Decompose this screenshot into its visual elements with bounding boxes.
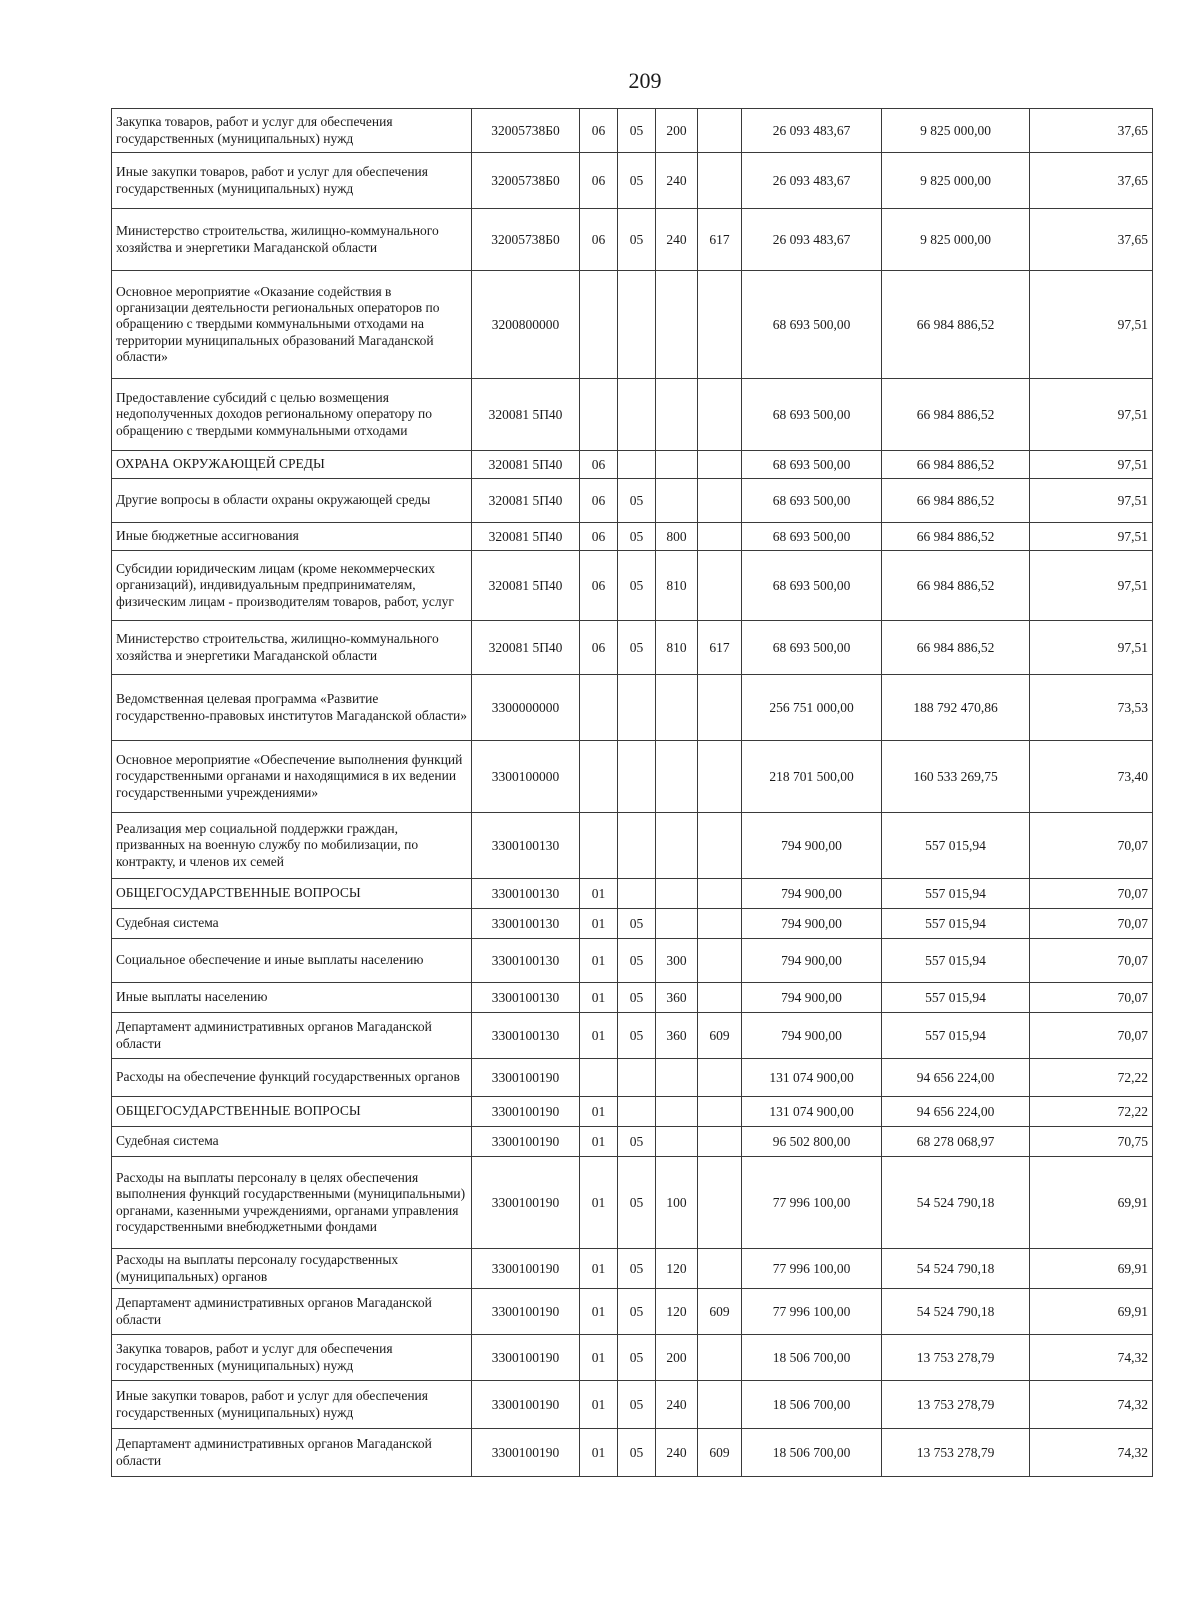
cell-sec: 01	[580, 879, 618, 909]
table-row	[112, 153, 1153, 209]
cell-grbs	[698, 741, 742, 813]
cell-pct: 74,32	[1030, 1381, 1153, 1429]
table-row	[112, 271, 1153, 379]
cell-name: Закупка товаров, работ и услуг для обеспечения государственных (муниципальных) нужд	[112, 1335, 472, 1381]
cell-name: Департамент административных органов Магаданской области	[112, 1429, 472, 1477]
cell-name: Департамент административных органов Магаданской области	[112, 1013, 472, 1059]
cell-pct: 70,75	[1030, 1127, 1153, 1157]
cell-name: Министерство строительства, жилищно-коммунального хозяйства и энергетики Магаданской области	[112, 621, 472, 675]
cell-plan: 18 506 700,00	[742, 1429, 882, 1477]
cell-sec: 01	[580, 983, 618, 1013]
table-row	[112, 1249, 1153, 1289]
cell-fact: 9 825 000,00	[882, 153, 1030, 209]
cell-grbs	[698, 1127, 742, 1157]
table-row	[112, 523, 1153, 551]
cell-sub: 05	[618, 983, 656, 1013]
cell-grbs	[698, 153, 742, 209]
cell-sec: 06	[580, 109, 618, 153]
cell-fact: 54 524 790,18	[882, 1249, 1030, 1289]
cell-name: Основное мероприятие «Оказание содействия в организации деятельности региональных операторов по обращению с твердыми коммунальными отходами на территории муниципальных образований Магаданской области»	[112, 271, 472, 379]
cell-vr: 240	[656, 1381, 698, 1429]
cell-grbs	[698, 1059, 742, 1097]
cell-vr	[656, 879, 698, 909]
cell-plan: 794 900,00	[742, 909, 882, 939]
cell-plan: 68 693 500,00	[742, 621, 882, 675]
cell-plan: 26 093 483,67	[742, 153, 882, 209]
cell-pct: 70,07	[1030, 1013, 1153, 1059]
table-row	[112, 1335, 1153, 1381]
cell-sec: 06	[580, 209, 618, 271]
cell-pct: 70,07	[1030, 939, 1153, 983]
cell-pct: 74,32	[1030, 1429, 1153, 1477]
cell-vr	[656, 813, 698, 879]
cell-name: Расходы на обеспечение функций государственных органов	[112, 1059, 472, 1097]
cell-code: 3200800000	[472, 271, 580, 379]
cell-vr: 200	[656, 1335, 698, 1381]
cell-grbs	[698, 109, 742, 153]
cell-grbs: 617	[698, 209, 742, 271]
cell-name: Иные закупки товаров, работ и услуг для обеспечения государственных (муниципальных) нужд	[112, 153, 472, 209]
cell-sec	[580, 1059, 618, 1097]
cell-name: Расходы на выплаты персоналу государственных (муниципальных) органов	[112, 1249, 472, 1289]
cell-pct: 70,07	[1030, 813, 1153, 879]
cell-fact: 13 753 278,79	[882, 1335, 1030, 1381]
cell-grbs	[698, 1381, 742, 1429]
cell-code: 320081 5П40	[472, 551, 580, 621]
cell-sec: 06	[580, 551, 618, 621]
cell-name: Социальное обеспечение и иные выплаты населению	[112, 939, 472, 983]
cell-sub	[618, 451, 656, 479]
cell-sec: 01	[580, 1157, 618, 1249]
cell-grbs	[698, 479, 742, 523]
cell-sub: 05	[618, 1335, 656, 1381]
cell-fact: 66 984 886,52	[882, 379, 1030, 451]
cell-code: 320081 5П40	[472, 479, 580, 523]
cell-plan: 96 502 800,00	[742, 1127, 882, 1157]
cell-code: 3300100190	[472, 1429, 580, 1477]
table-row	[112, 1097, 1153, 1127]
cell-fact: 557 015,94	[882, 939, 1030, 983]
cell-name: Иные бюджетные ассигнования	[112, 523, 472, 551]
cell-sub	[618, 1097, 656, 1127]
cell-grbs	[698, 271, 742, 379]
cell-name: Расходы на выплаты персоналу в целях обеспечения выполнения функций государственными (муниципальными) органами, казенными учреждениями, органами управления государственными внебюджетными фондами	[112, 1157, 472, 1249]
cell-sec: 01	[580, 1013, 618, 1059]
cell-plan: 26 093 483,67	[742, 209, 882, 271]
cell-grbs	[698, 451, 742, 479]
cell-name: Реализация мер социальной поддержки граждан, призванных на военную службу по мобилизации, по контракту, и членов их семей	[112, 813, 472, 879]
cell-grbs: 609	[698, 1429, 742, 1477]
page-number: 209	[628, 68, 662, 93]
cell-vr: 360	[656, 1013, 698, 1059]
cell-sec	[580, 741, 618, 813]
cell-plan: 68 693 500,00	[742, 379, 882, 451]
cell-code: 3300100130	[472, 813, 580, 879]
table-row	[112, 1127, 1153, 1157]
cell-pct: 37,65	[1030, 109, 1153, 153]
cell-name: Департамент административных органов Магаданской области	[112, 1289, 472, 1335]
cell-sub	[618, 813, 656, 879]
cell-sec: 06	[580, 523, 618, 551]
cell-vr	[656, 479, 698, 523]
cell-vr: 240	[656, 209, 698, 271]
cell-plan: 256 751 000,00	[742, 675, 882, 741]
cell-fact: 66 984 886,52	[882, 551, 1030, 621]
cell-sub: 05	[618, 1289, 656, 1335]
cell-vr: 810	[656, 551, 698, 621]
cell-sub: 05	[618, 109, 656, 153]
cell-code: 3300100130	[472, 909, 580, 939]
cell-fact: 68 278 068,97	[882, 1127, 1030, 1157]
cell-sec: 06	[580, 479, 618, 523]
cell-code: 320081 5П40	[472, 621, 580, 675]
cell-grbs	[698, 551, 742, 621]
cell-sec: 01	[580, 1097, 618, 1127]
cell-vr: 100	[656, 1157, 698, 1249]
cell-sub	[618, 675, 656, 741]
cell-grbs	[698, 1335, 742, 1381]
cell-pct: 73,40	[1030, 741, 1153, 813]
table-row	[112, 379, 1153, 451]
cell-fact: 54 524 790,18	[882, 1157, 1030, 1249]
cell-code: 3300000000	[472, 675, 580, 741]
cell-sec: 01	[580, 1249, 618, 1289]
table-row	[112, 983, 1153, 1013]
cell-vr: 200	[656, 109, 698, 153]
cell-pct: 70,07	[1030, 879, 1153, 909]
table-row	[112, 879, 1153, 909]
table-row	[112, 939, 1153, 983]
cell-sec: 01	[580, 939, 618, 983]
cell-grbs	[698, 675, 742, 741]
cell-sec: 01	[580, 909, 618, 939]
cell-vr	[656, 741, 698, 813]
cell-fact: 557 015,94	[882, 813, 1030, 879]
cell-vr	[656, 909, 698, 939]
cell-pct: 97,51	[1030, 551, 1153, 621]
cell-code: 3300100190	[472, 1127, 580, 1157]
cell-plan: 794 900,00	[742, 983, 882, 1013]
cell-pct: 97,51	[1030, 621, 1153, 675]
cell-vr: 300	[656, 939, 698, 983]
cell-pct: 74,32	[1030, 1335, 1153, 1381]
cell-sub	[618, 1059, 656, 1097]
cell-vr	[656, 675, 698, 741]
table-row	[112, 109, 1153, 153]
cell-plan: 794 900,00	[742, 939, 882, 983]
cell-name: Иные выплаты населению	[112, 983, 472, 1013]
cell-fact: 9 825 000,00	[882, 209, 1030, 271]
cell-fact: 66 984 886,52	[882, 271, 1030, 379]
cell-code: 3300100130	[472, 1013, 580, 1059]
cell-vr	[656, 1059, 698, 1097]
cell-sub: 05	[618, 621, 656, 675]
cell-grbs	[698, 1157, 742, 1249]
cell-name: Предоставление субсидий с целью возмещения недополученных доходов региональному оператору по обращению с твердыми коммунальными отходами	[112, 379, 472, 451]
cell-plan: 26 093 483,67	[742, 109, 882, 153]
cell-code: 3300100130	[472, 879, 580, 909]
cell-grbs: 617	[698, 621, 742, 675]
cell-plan: 68 693 500,00	[742, 271, 882, 379]
cell-grbs: 609	[698, 1289, 742, 1335]
cell-name: ОХРАНА ОКРУЖАЮЩЕЙ СРЕДЫ	[112, 451, 472, 479]
cell-plan: 131 074 900,00	[742, 1059, 882, 1097]
cell-name: Министерство строительства, жилищно-коммунального хозяйства и энергетики Магаданской области	[112, 209, 472, 271]
cell-code: 3300100000	[472, 741, 580, 813]
cell-vr: 240	[656, 153, 698, 209]
cell-sec: 01	[580, 1335, 618, 1381]
cell-name: Основное мероприятие «Обеспечение выполнения функций государственными органами и находящимися в их ведении государственными учреждениями»	[112, 741, 472, 813]
cell-sub: 05	[618, 909, 656, 939]
cell-code: 320081 5П40	[472, 379, 580, 451]
cell-pct: 69,91	[1030, 1249, 1153, 1289]
cell-pct: 69,91	[1030, 1157, 1153, 1249]
cell-vr: 240	[656, 1429, 698, 1477]
cell-name: Субсидии юридическим лицам (кроме некоммерческих организаций), индивидуальным предпринимателям, физическим лицам - производителям товаров, работ, услуг	[112, 551, 472, 621]
cell-code: 32005738Б0	[472, 109, 580, 153]
cell-fact: 557 015,94	[882, 879, 1030, 909]
cell-sub: 05	[618, 209, 656, 271]
cell-pct: 72,22	[1030, 1059, 1153, 1097]
cell-code: 3300100190	[472, 1059, 580, 1097]
cell-grbs	[698, 909, 742, 939]
cell-fact: 94 656 224,00	[882, 1059, 1030, 1097]
cell-code: 3300100190	[472, 1249, 580, 1289]
cell-fact: 66 984 886,52	[882, 523, 1030, 551]
table-row	[112, 479, 1153, 523]
cell-sub: 05	[618, 1013, 656, 1059]
cell-sub: 05	[618, 1157, 656, 1249]
budget-table	[111, 108, 1153, 1477]
cell-vr: 120	[656, 1289, 698, 1335]
table-row	[112, 551, 1153, 621]
table-row	[112, 813, 1153, 879]
table-row	[112, 621, 1153, 675]
cell-vr	[656, 1127, 698, 1157]
table-row	[112, 675, 1153, 741]
cell-name: Ведомственная целевая программа «Развитие государственно-правовых институтов Магаданской области»	[112, 675, 472, 741]
cell-vr	[656, 1097, 698, 1127]
cell-sec	[580, 813, 618, 879]
cell-name: Закупка товаров, работ и услуг для обеспечения государственных (муниципальных) нужд	[112, 109, 472, 153]
cell-sec: 06	[580, 621, 618, 675]
cell-pct: 37,65	[1030, 209, 1153, 271]
cell-sub: 05	[618, 551, 656, 621]
cell-pct: 73,53	[1030, 675, 1153, 741]
cell-sub	[618, 379, 656, 451]
cell-sec	[580, 379, 618, 451]
cell-plan: 794 900,00	[742, 1013, 882, 1059]
cell-vr: 120	[656, 1249, 698, 1289]
cell-pct: 97,51	[1030, 479, 1153, 523]
cell-plan: 131 074 900,00	[742, 1097, 882, 1127]
cell-grbs	[698, 813, 742, 879]
cell-fact: 9 825 000,00	[882, 109, 1030, 153]
cell-fact: 66 984 886,52	[882, 621, 1030, 675]
cell-sec: 01	[580, 1381, 618, 1429]
cell-pct: 97,51	[1030, 523, 1153, 551]
cell-sec	[580, 675, 618, 741]
cell-code: 3300100190	[472, 1097, 580, 1127]
cell-plan: 77 996 100,00	[742, 1157, 882, 1249]
cell-sec: 06	[580, 451, 618, 479]
cell-fact: 160 533 269,75	[882, 741, 1030, 813]
cell-fact: 557 015,94	[882, 1013, 1030, 1059]
cell-vr	[656, 379, 698, 451]
cell-sub: 05	[618, 153, 656, 209]
cell-sub: 05	[618, 479, 656, 523]
cell-name: ОБЩЕГОСУДАРСТВЕННЫЕ ВОПРОСЫ	[112, 879, 472, 909]
cell-sub: 05	[618, 1127, 656, 1157]
cell-plan: 794 900,00	[742, 879, 882, 909]
cell-grbs	[698, 1097, 742, 1127]
cell-code: 320081 5П40	[472, 523, 580, 551]
cell-grbs	[698, 939, 742, 983]
cell-vr	[656, 451, 698, 479]
cell-grbs	[698, 523, 742, 551]
table-row	[112, 909, 1153, 939]
cell-pct: 97,51	[1030, 451, 1153, 479]
cell-grbs	[698, 379, 742, 451]
table-row	[112, 741, 1153, 813]
cell-code: 32005738Б0	[472, 153, 580, 209]
cell-sec: 01	[580, 1429, 618, 1477]
cell-sub	[618, 879, 656, 909]
cell-name: ОБЩЕГОСУДАРСТВЕННЫЕ ВОПРОСЫ	[112, 1097, 472, 1127]
cell-sub: 05	[618, 1381, 656, 1429]
cell-name: Другие вопросы в области охраны окружающей среды	[112, 479, 472, 523]
table-row	[112, 1381, 1153, 1429]
cell-grbs	[698, 879, 742, 909]
cell-plan: 68 693 500,00	[742, 523, 882, 551]
cell-fact: 557 015,94	[882, 909, 1030, 939]
cell-fact: 13 753 278,79	[882, 1381, 1030, 1429]
table-row	[112, 1013, 1153, 1059]
cell-code: 3300100190	[472, 1289, 580, 1335]
table-row	[112, 1059, 1153, 1097]
cell-sub: 05	[618, 523, 656, 551]
cell-pct: 37,65	[1030, 153, 1153, 209]
cell-plan: 68 693 500,00	[742, 479, 882, 523]
cell-fact: 94 656 224,00	[882, 1097, 1030, 1127]
cell-plan: 68 693 500,00	[742, 551, 882, 621]
cell-pct: 72,22	[1030, 1097, 1153, 1127]
cell-fact: 188 792 470,86	[882, 675, 1030, 741]
cell-grbs	[698, 983, 742, 1013]
cell-pct: 97,51	[1030, 271, 1153, 379]
cell-name: Судебная система	[112, 1127, 472, 1157]
cell-sub: 05	[618, 939, 656, 983]
cell-code: 3300100190	[472, 1335, 580, 1381]
cell-plan: 77 996 100,00	[742, 1289, 882, 1335]
cell-plan: 18 506 700,00	[742, 1335, 882, 1381]
cell-fact: 13 753 278,79	[882, 1429, 1030, 1477]
cell-sec: 01	[580, 1289, 618, 1335]
cell-fact: 66 984 886,52	[882, 479, 1030, 523]
cell-pct: 97,51	[1030, 379, 1153, 451]
cell-code: 3300100190	[472, 1157, 580, 1249]
table-row	[112, 209, 1153, 271]
cell-grbs: 609	[698, 1013, 742, 1059]
cell-code: 3300100130	[472, 983, 580, 1013]
cell-vr: 360	[656, 983, 698, 1013]
cell-plan: 68 693 500,00	[742, 451, 882, 479]
cell-vr: 800	[656, 523, 698, 551]
cell-vr: 810	[656, 621, 698, 675]
cell-fact: 557 015,94	[882, 983, 1030, 1013]
cell-plan: 77 996 100,00	[742, 1249, 882, 1289]
cell-vr	[656, 271, 698, 379]
cell-pct: 70,07	[1030, 983, 1153, 1013]
cell-sub	[618, 741, 656, 813]
cell-code: 3300100130	[472, 939, 580, 983]
cell-sub	[618, 271, 656, 379]
cell-grbs	[698, 1249, 742, 1289]
table-row	[112, 1429, 1153, 1477]
cell-sec	[580, 271, 618, 379]
cell-fact: 66 984 886,52	[882, 451, 1030, 479]
cell-plan: 218 701 500,00	[742, 741, 882, 813]
cell-name: Судебная система	[112, 909, 472, 939]
cell-plan: 18 506 700,00	[742, 1381, 882, 1429]
cell-code: 32005738Б0	[472, 209, 580, 271]
cell-pct: 69,91	[1030, 1289, 1153, 1335]
cell-sec: 06	[580, 153, 618, 209]
table-row	[112, 1289, 1153, 1335]
cell-plan: 794 900,00	[742, 813, 882, 879]
table-row	[112, 451, 1153, 479]
cell-sec: 01	[580, 1127, 618, 1157]
cell-pct: 70,07	[1030, 909, 1153, 939]
cell-sub: 05	[618, 1249, 656, 1289]
cell-code: 3300100190	[472, 1381, 580, 1429]
table-row	[112, 1157, 1153, 1249]
cell-sub: 05	[618, 1429, 656, 1477]
cell-fact: 54 524 790,18	[882, 1289, 1030, 1335]
cell-name: Иные закупки товаров, работ и услуг для обеспечения государственных (муниципальных) нужд	[112, 1381, 472, 1429]
cell-code: 320081 5П40	[472, 451, 580, 479]
